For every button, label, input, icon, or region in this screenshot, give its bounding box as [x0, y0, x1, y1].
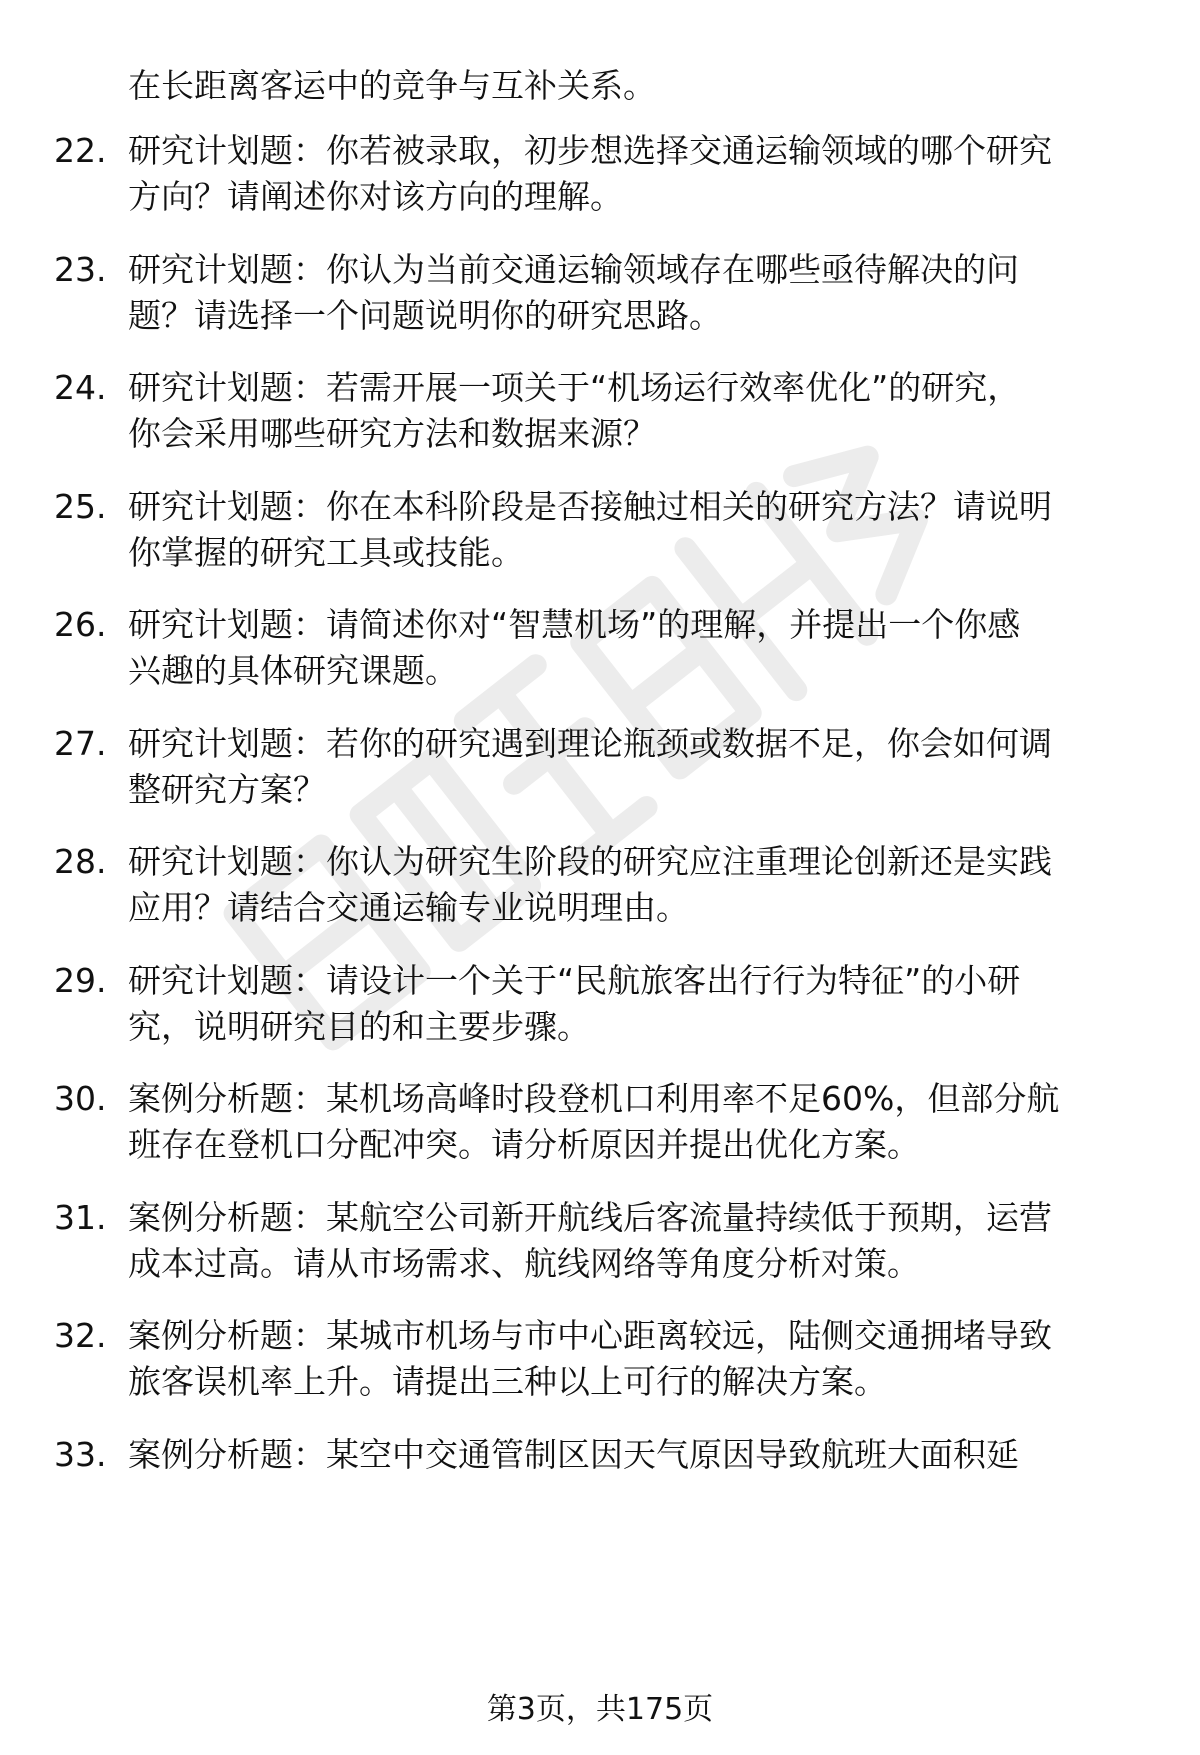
question-text-line: 研究计划题：请简述你对“智慧机场”的理解，并提出一个你感: [128, 605, 1021, 644]
question-text-line: 方向？请阐述你对该方向的理解。: [128, 177, 623, 216]
question-text-line: 研究计划题：你认为研究生阶段的研究应注重理论创新还是实践: [128, 842, 1052, 881]
question-text-line: 研究计划题：若你的研究遇到理论瓶颈或数据不足，你会如何调: [128, 723, 1052, 763]
question-text-line: 研究计划题：你认为当前交通运输领域存在哪些亟待解决的问: [128, 249, 1019, 289]
question-text-line: 研究计划题：若需开展一项关于“机场运行效率优化”的研究，: [128, 368, 1021, 407]
question-number: 31.: [54, 1197, 107, 1237]
question-text-line: 研究计划题：请设计一个关于“民航旅客出行行为特征”的小研: [128, 960, 1021, 1000]
question-number: 22.: [54, 131, 107, 170]
question-text-line: 你会采用哪些研究方法和数据来源？: [128, 414, 656, 453]
question-number: 33.: [54, 1434, 107, 1474]
question-number: 26.: [54, 605, 107, 644]
question-number: 32.: [54, 1316, 107, 1355]
question-number: 24.: [54, 368, 107, 407]
question-text-line: 研究计划题：你在本科阶段是否接触过相关的研究方法？请说明: [128, 486, 1052, 526]
question-text-line: 班存在登机口分配冲突。请分析原因并提出优化方案。: [128, 1125, 920, 1164]
question-text-line: 应用？请结合交通运输专业说明理由。: [128, 888, 689, 927]
question-number: 28.: [54, 842, 107, 881]
question-text-line: 研究计划题：你若被录取，初步想选择交通运输领域的哪个研究: [128, 131, 1052, 170]
continuation-line: 在长距离客运中的竞争与互补关系。: [128, 66, 656, 105]
question-number: 29.: [54, 960, 107, 1000]
question-number: 25.: [54, 486, 107, 526]
question-number: 30.: [54, 1079, 107, 1118]
question-text-line: 案例分析题：某机场高峰时段登机口利用率不足60%，但部分航: [128, 1079, 1060, 1118]
page-footer: 第3页，共175页: [486, 1692, 714, 1727]
question-text-line: 旅客误机率上升。请提出三种以上可行的解决方案。: [128, 1362, 887, 1401]
question-text-line: 题？请选择一个问题说明你的研究思路。: [128, 295, 722, 335]
question-text-line: 案例分析题：某航空公司新开航线后客流量持续低于预期，运营: [128, 1197, 1052, 1237]
question-text-line: 案例分析题：某城市机场与市中心距离较远，陆侧交通拥堵导致: [128, 1316, 1052, 1355]
question-number: 27.: [54, 723, 107, 763]
question-text-line: 案例分析题：某空中交通管制区因天气原因导致航班大面积延: [128, 1434, 1019, 1474]
question-text-line: 成本过高。请从市场需求、航线网络等角度分析对策。: [128, 1243, 920, 1283]
question-text-line: 兴趣的具体研究课题。: [128, 651, 458, 690]
question-number: 23.: [54, 249, 107, 289]
question-text-line: 你掌握的研究工具或技能。: [128, 532, 524, 572]
question-text-line: 整研究方案？: [128, 769, 326, 809]
question-text-line: 究，说明研究目的和主要步骤。: [128, 1006, 590, 1046]
